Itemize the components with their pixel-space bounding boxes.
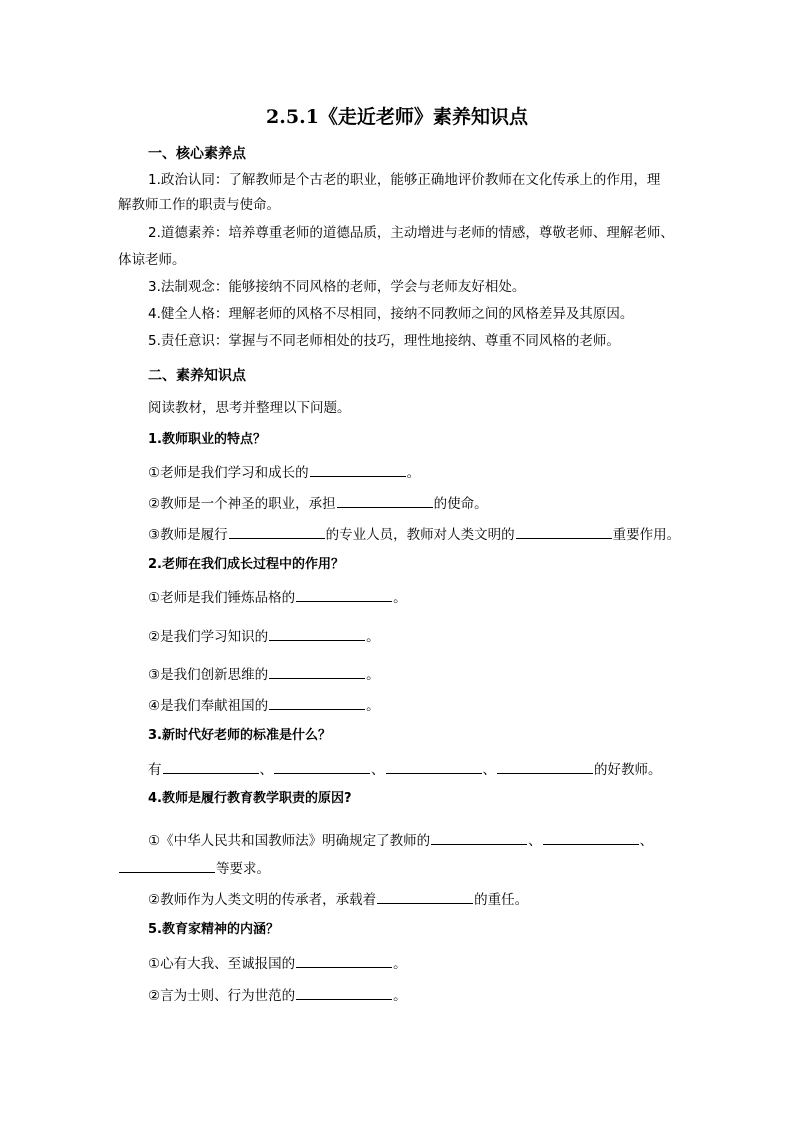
- separator: 、: [259, 762, 273, 778]
- separator: 、: [371, 762, 385, 778]
- answer-text: ④是我们奉献祖国的: [148, 698, 269, 714]
- fill-blank[interactable]: [274, 758, 370, 774]
- answer-text: 重要作用。: [612, 527, 681, 543]
- core-item-2-line2: 体谅老师。: [118, 252, 186, 268]
- answer-text: ②教师作为人类文明的传承者，承载着: [148, 892, 377, 908]
- fill-blank[interactable]: [497, 758, 593, 774]
- question-5-answer-1: [148, 952, 407, 974]
- answer-text: 等要求。: [216, 861, 270, 877]
- fill-blank[interactable]: [296, 586, 392, 602]
- answer-text: ①老师是我们锤炼品格的: [148, 590, 296, 606]
- answer-text: 的好教师。: [594, 762, 662, 778]
- question-4-title: 4.教师是履行教育教学职责的原因?: [148, 791, 352, 806]
- answer-text: ②言为士则、行为世范的: [148, 988, 296, 1004]
- question-3-title: 3.新时代好老师的标准是什么？: [148, 728, 331, 743]
- question-2-title: 2.老师在我们成长过程中的作用？: [148, 557, 344, 572]
- core-item-1-line2: 解教师工作的职责与使命。: [118, 197, 280, 213]
- question-2-answer-2: [148, 625, 380, 647]
- fill-blank[interactable]: [543, 829, 639, 845]
- separator: 、: [639, 833, 654, 849]
- answer-text: ③是我们创新思维的: [148, 667, 269, 683]
- question-2-answer-1: [148, 586, 407, 608]
- section-heading-core: 一、核心素养点: [148, 146, 246, 162]
- core-item-5: 5.责任意识：掌握与不同老师相处的技巧，理性地接纳、尊重不同风格的老师。: [148, 333, 620, 349]
- question-1-title: 1.教师职业的特点？: [148, 432, 266, 447]
- question-1-answer-2: [148, 492, 488, 514]
- answer-text: 。: [393, 988, 407, 1004]
- question-2-answer-3: [148, 663, 380, 685]
- answer-text: ①心有大我、至诚报国的: [148, 956, 296, 972]
- question-3-answer: [148, 758, 662, 780]
- separator: 、: [482, 762, 496, 778]
- answer-text: 。: [393, 590, 407, 606]
- question-2-answer-4: [148, 694, 380, 716]
- answer-text: ②是我们学习知识的: [148, 629, 269, 645]
- fill-blank[interactable]: [163, 758, 259, 774]
- fill-blank[interactable]: [516, 523, 612, 539]
- core-item-4: 4.健全人格：理解老师的风格不尽相同，接纳不同教师之间的风格差异及其原因。: [148, 306, 634, 322]
- fill-blank[interactable]: [296, 984, 392, 1000]
- answer-text: ①《中华人民共和国教师法》明确规定了教师的: [148, 833, 431, 849]
- core-item-2-line1: 2.道德素养：培养尊重老师的道德品质，主动增进与老师的情感，尊敬老师、理解老师、: [148, 225, 674, 241]
- section-heading-knowledge: 二、素养知识点: [148, 368, 246, 384]
- fill-blank[interactable]: [310, 461, 406, 477]
- answer-text: 。: [393, 956, 407, 972]
- fill-blank[interactable]: [386, 758, 482, 774]
- answer-text: 。: [366, 698, 380, 714]
- fill-blank[interactable]: [229, 523, 325, 539]
- answer-text: 。: [366, 667, 380, 683]
- fill-blank[interactable]: [119, 857, 215, 873]
- question-4-answer-1-line1: [148, 829, 653, 851]
- question-1-answer-3: [148, 523, 680, 545]
- answer-text: 有: [148, 762, 162, 778]
- answer-text: 的使命。: [433, 496, 488, 512]
- fill-blank[interactable]: [377, 888, 473, 904]
- section-intro: 阅读教材，思考并整理以下问题。: [148, 400, 351, 416]
- answer-text: 。: [366, 629, 380, 645]
- answer-text: ③教师是履行: [148, 527, 228, 543]
- answer-text: ①老师是我们学习和成长的: [148, 465, 309, 481]
- question-4-answer-2: [148, 888, 528, 910]
- question-1-answer-1: [148, 461, 420, 483]
- fill-blank[interactable]: [269, 663, 365, 679]
- fill-blank[interactable]: [431, 829, 527, 845]
- question-5-answer-2: [148, 984, 407, 1006]
- core-item-3: 3.法制观念：能够接纳不同风格的老师，学会与老师友好相处。: [148, 279, 526, 295]
- fill-blank[interactable]: [269, 625, 365, 641]
- fill-blank[interactable]: [269, 694, 365, 710]
- answer-text: 的重任。: [474, 892, 529, 908]
- answer-text: 的专业人员，教师对人类文明的: [325, 527, 515, 543]
- fill-blank[interactable]: [296, 952, 392, 968]
- answer-text: 。: [406, 465, 421, 481]
- separator: 、: [528, 833, 542, 849]
- core-item-1-line1: 1.政治认同：了解教师是个古老的职业，能够正确地评价教师在文化传承上的作用，理: [148, 172, 661, 188]
- answer-text: ②教师是一个神圣的职业，承担: [148, 496, 336, 512]
- page-title: 2.5.1《走近老师》素养知识点: [266, 106, 528, 128]
- question-4-answer-1-line2: [118, 857, 270, 879]
- fill-blank[interactable]: [337, 492, 433, 508]
- question-5-title: 5.教育家精神的内涵？: [148, 922, 279, 937]
